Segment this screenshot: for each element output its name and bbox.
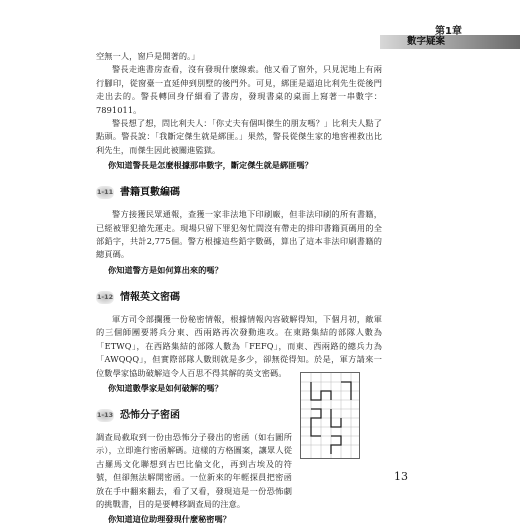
section-number-badge: 1-13 — [96, 409, 114, 422]
header-bar — [380, 35, 520, 49]
page-number: 13 — [394, 470, 408, 483]
intro-paragraph: 空無一人，窗戶是開著的。」 — [96, 51, 200, 61]
section-paragraph: 警方接獲民眾通報，查獲一家非法地下印刷廠，但非法印刷的所有書籍，已經被罪犯搶先運走。現場只留下罪犯匆忙間沒有帶走的排印書籍頁碼用的全部鉛字，共計2,775個。警方根據這些鉛字數碼，算出了這本非法印刷書籍的總頁碼。 — [96, 209, 382, 260]
section-question: 你知道警方是如何算出來的嗎？ — [108, 264, 223, 275]
section-header — [96, 184, 382, 202]
section-label: 數字疑案 — [406, 36, 445, 47]
section-header — [96, 289, 382, 307]
intro-question: 你知道警長是怎麼根據那串數字，斷定傑生就是綁匪嗎？ — [108, 160, 313, 171]
section-paragraph: 調查局截取到一份由恐怖分子發出的密函（如右圖所示），立即進行密函解碼。這樣的方格圖案，讓眾人從古羅馬文化聯想到古巴比倫文化，再到古埃及的符號，但卻無法解開密函。一位新來的年輕探員把密函放在手中翻來翻去，看了又看，發現這是一份恐怖劇的挑戰書，目的是要轉移調查局的注意。 — [96, 431, 292, 509]
grid-cipher-figure-icon — [301, 373, 359, 458]
grid-cipher-figure — [300, 372, 360, 459]
section-question: 你知道數學家是如何破解的嗎？ — [108, 382, 223, 393]
section-title: 書籍頁數編碼 — [120, 187, 180, 199]
section-question: 你知道這位助理發現什麼秘密嗎？ — [108, 514, 231, 525]
section-number-badge: 1-12 — [96, 291, 114, 304]
chapter-label: 第1章 — [435, 26, 462, 37]
intro-paragraph: 警長想了想，問比利夫人：「你丈夫有個叫傑生的朋友嗎？」比利夫人點了點頭。警長說：「我斷定傑生就是綁匪。」果然，警長從傑生家的地窖裡救出比利先生，而傑生因此被關進監獄。 — [96, 118, 382, 155]
intro-paragraph: 警長走進書房查看，沒有發現什麼線索。他又看了窗外，只見泥地上有兩行腳印，從窗臺一直延伸到別墅的後門外。可見，綁匪是逼迫比利先生從後門走出去的。警長轉回身仔細看了書房，發現書桌的桌面上寫著一串數字：7891011。 — [96, 64, 382, 115]
section-title: 恐怖分子密函 — [120, 409, 180, 421]
section-number-badge: 1-11 — [96, 186, 114, 199]
section-title: 情報英文密碼 — [120, 291, 180, 303]
section-paragraph: 軍方司令部攔獲一份秘密情報，根據情報內容破解得知，下個月初，敵軍的三個師團要將兵分東、西兩路再次發動進攻。在東路集結的部隊人數為「ETWQ」，在西路集結的部隊人數為「FEFQ」，而東、西兩路的總兵力為「AWQQQ」，但實際部隊人數則就是多少，卻無從得知。於是，軍方請來一位數學家協助破解這令人百思不得其解的英文密碼。 — [96, 313, 382, 378]
